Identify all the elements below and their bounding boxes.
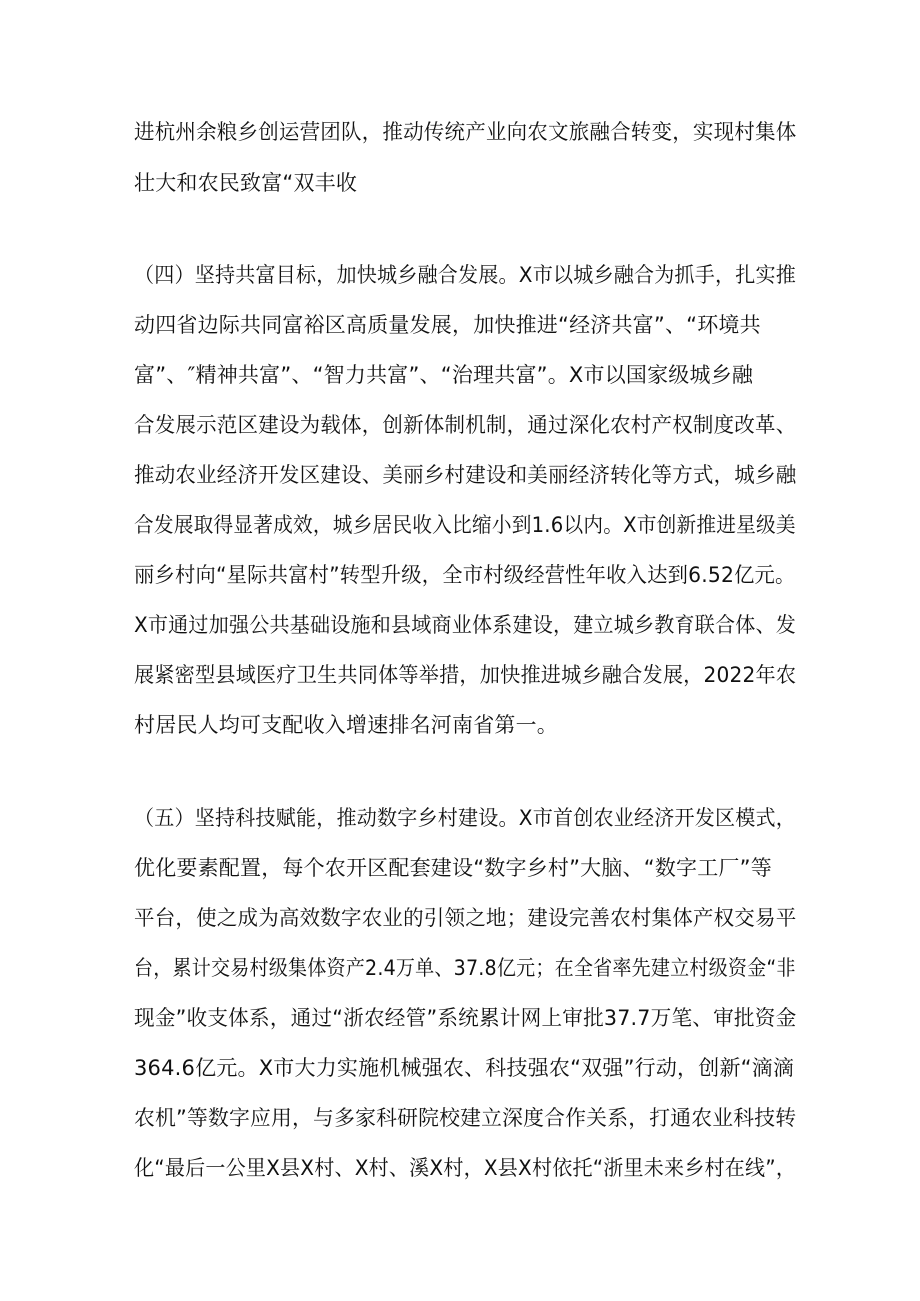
paragraph-line: 364.6亿元。X市大力实施机械强农、科技强农“双强”行动，创新“滴滴	[134, 1056, 795, 1080]
paragraph-line: 优化要素配置，每个农开区配套建设“数字乡村”大脑、“数字工厂”等	[134, 856, 772, 880]
section-four-heading-line: （四）坚持共富目标，加快城乡融合发展。X市以城乡融合为抓手，扎实推	[134, 263, 796, 287]
paragraph-line: 化“最后一公里X县X村、X村、溪X村，X县X村依托“浙里未来乡村在线”，	[134, 1156, 797, 1180]
paragraph-line: 进杭州余粮乡创运营团队，推动传统产业向农文旅融合转变，实现村集体	[134, 120, 797, 144]
paragraph-line: 农机”等数字应用，与多家科研院校建立深度合作关系，打通农业科技转	[134, 1106, 797, 1130]
paragraph-line: 合发展取得显著成效，城乡居民收入比缩小到1.6以内。X市创新推进星级美	[134, 513, 796, 537]
paragraph-line: 丽乡村向“星际共富村”转型升级，全市村级经营性年收入达到6.52亿元。	[134, 563, 796, 587]
paragraph-line: 村居民人均可支配收入增速排名河南省第一。	[134, 713, 558, 737]
paragraph-line: 合发展示范区建设为载体，创新体制机制，通过深化农村产权制度改革、	[134, 413, 797, 437]
paragraph-line: 动四省边际共同富裕区高质量发展，加快推进“经济共富”、“环境共	[134, 313, 761, 337]
paragraph-line: 台，累计交易村级集体资产2.4万单、37.8亿元；在全省率先建立村级资金“非	[134, 956, 796, 980]
section-five-heading-line: （五）坚持科技赋能，推动数字乡村建设。X市首创农业经济开发区模式，	[134, 806, 796, 830]
paragraph-line: 壮大和农民致富“双丰收	[134, 171, 358, 195]
paragraph-line: 平台，使之成为高效数字农业的引领之地；建设完善农村集体产权交易平	[134, 906, 797, 930]
paragraph-line: 富”、″精神共富”、“智力共富”、“治理共富”。X市以国家级城乡融	[134, 363, 754, 387]
paragraph-line: 展紧密型县域医疗卫生共同体等举措，加快推进城乡融合发展，2022年农	[134, 663, 797, 687]
paragraph-line: 现金”收支体系，通过“浙农经管”系统累计网上审批37.7万笔、审批资金	[134, 1006, 797, 1030]
paragraph-line: 推动农业经济开发区建设、美丽乡村建设和美丽经济转化等方式，城乡融	[134, 463, 797, 487]
paragraph-line: X市通过加强公共基础设施和县域商业体系建设，建立城乡教育联合体、发	[134, 613, 796, 637]
